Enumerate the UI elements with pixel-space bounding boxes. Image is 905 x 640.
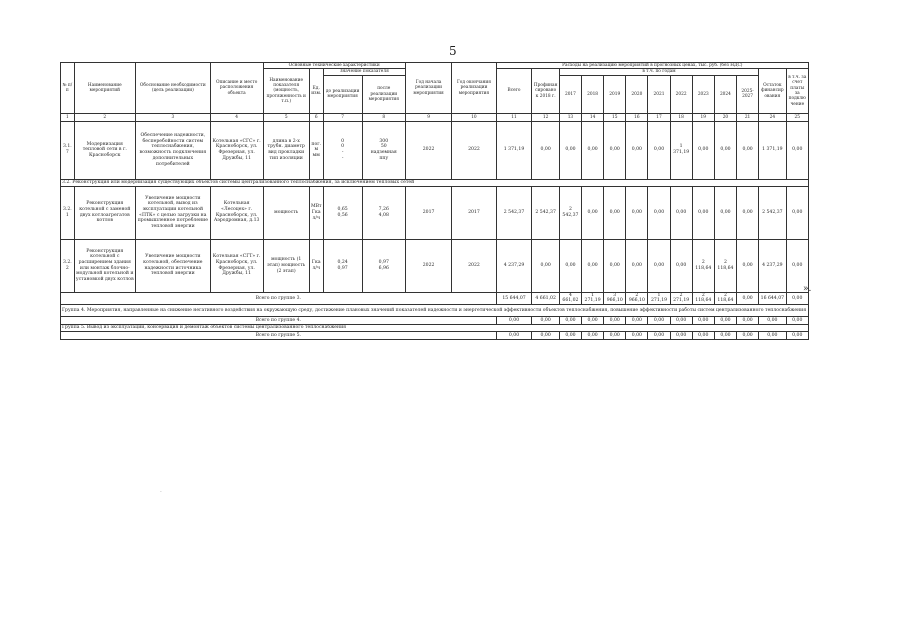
header-row-1: [61, 63, 809, 69]
row-year-start: 2022: [405, 239, 451, 292]
header-indicator: Наименование показателя (мощность, протяженность и т.п.): [263, 69, 309, 113]
row-before: 0 0 - -: [323, 121, 362, 179]
column-index-cell: 19: [692, 113, 714, 121]
row-location: Котельная «Лесоцех» г. Красноборск, ул. Аэродромная, д.13: [210, 186, 263, 239]
total-value: 15 644,07: [496, 292, 532, 304]
total-value: 0,00: [737, 317, 759, 325]
section-title: 3.2. Реконструкция или модернизация существующих объектов системы централизованного теплоснабжения, за исключением тепловых сетей: [61, 179, 809, 186]
header-year-end: Год окончания реализации мероприятия: [452, 63, 496, 114]
row-value: 1 371,19: [496, 121, 532, 179]
total-value: 0,00: [714, 317, 736, 325]
row-before: 0,24 0,97: [323, 239, 362, 292]
row-value: 0,00: [786, 186, 808, 239]
total-value: 0,00: [670, 317, 692, 325]
total-value: 0,00: [786, 332, 808, 340]
row-justification: Обеспечение надежности, бесперебойности систем теплоснабжения, возможность подключения дополнительных потребителей: [135, 121, 210, 179]
total-label: Всего по группе 4.: [61, 317, 497, 325]
row-value: 0,00: [692, 121, 714, 179]
header-justification: Обоснование необходимости (цель реализации): [135, 63, 210, 114]
column-index-cell: 18: [670, 113, 692, 121]
total-value: 0,00: [786, 317, 808, 325]
row-year-end: 2022: [452, 121, 496, 179]
column-index-row: [61, 113, 809, 121]
row-after: 7,26 4,08: [362, 186, 405, 239]
row-year-start: 2022: [405, 121, 451, 179]
row-name: Модернизация тепловой сети в г. Красноборск: [74, 121, 135, 179]
total-row-group3: [61, 292, 809, 304]
row-location: Котельная «СГТ» г. Красноборск, ул. Фрезерная, ул. Дружбы, 11: [210, 239, 263, 292]
row-value: 0,00: [582, 121, 604, 179]
total-value: 0,00: [496, 332, 532, 340]
header-year: 2024: [714, 75, 736, 113]
column-index-cell: 25: [786, 113, 808, 121]
row-value: 4 237,29: [496, 239, 532, 292]
total-value: 0,00: [737, 332, 759, 340]
header-unit: Ед. изм.: [309, 69, 323, 113]
row-before: 0,65 0,56: [323, 186, 362, 239]
header-year: 2017: [559, 75, 581, 113]
section-row: [61, 179, 809, 186]
row-after: 300 50 надземная ппу: [362, 121, 405, 179]
row-num: 3.2.1: [61, 186, 75, 239]
row-value: 0,00: [648, 121, 670, 179]
row-justification: Увеличение мощности котельной, обеспечение надежности источника тепловой энергии: [135, 239, 210, 292]
total-value: 2 118,64: [714, 292, 736, 304]
header-prior: Профинансировано к 2018 г.: [532, 69, 559, 113]
column-index-cell: 17: [648, 113, 670, 121]
row-value: 0,00: [626, 239, 648, 292]
row-value: 0,00: [626, 186, 648, 239]
total-value: 0,00: [626, 332, 648, 340]
column-index-cell: 11: [496, 113, 532, 121]
table-row: [61, 121, 809, 179]
total-value: 0,00: [692, 332, 714, 340]
row-location: Котельная «СГС» г. Красноборск, ул. Фрезерная, ул. Дружбы, 11: [210, 121, 263, 179]
column-index-cell: 20: [714, 113, 736, 121]
table-row: [61, 239, 809, 292]
total-value: 4 661,02: [532, 292, 559, 304]
total-value: 3 966,10: [604, 292, 626, 304]
total-value: 0,00: [559, 332, 581, 340]
total-value: 16 644,07: [759, 292, 786, 304]
row-after: 0,97 6,96: [362, 239, 405, 292]
row-unit: Гкал/ч: [309, 239, 323, 292]
row-value: 0,00: [532, 121, 559, 179]
header-year: 2020: [626, 75, 648, 113]
row-value: 0,00: [604, 239, 626, 292]
total-value: 0,00: [759, 317, 786, 325]
total-value: 0,00: [648, 332, 670, 340]
investment-plan-table: [60, 62, 812, 340]
column-index-cell: 2: [74, 113, 135, 121]
column-index-cell: 14: [582, 113, 604, 121]
column-index-cell: 8: [362, 113, 405, 121]
header-year: 2019: [604, 75, 626, 113]
column-index-cell: 4: [210, 113, 263, 121]
header-year: 2025-2027: [737, 75, 759, 113]
row-value: 0,00: [670, 239, 692, 292]
total-value: 0,00: [582, 317, 604, 325]
row-value: 1 371,19: [670, 121, 692, 179]
row-value: 0,00: [532, 239, 559, 292]
header-year-start: Год начала реализации мероприятия: [405, 63, 451, 114]
total-value: 0,00: [532, 332, 559, 340]
total-value: 0,00: [737, 292, 759, 304]
total-row-group4: [61, 317, 809, 325]
column-index-cell: 21: [737, 113, 759, 121]
row-justification: Увеличение мощности котельной, вывод из эксплуатации котельной «ПТК» с целью загрузки на промышленное потребление тепловой энергии: [135, 186, 210, 239]
row-num: 3.1.7: [61, 121, 75, 179]
row-value: 0,00: [670, 186, 692, 239]
header-financing: Расходы на реализацию мероприятий в прогнозных ценах, тыс. руб. (без НДС): [496, 63, 808, 69]
row-value: 0,00: [582, 186, 604, 239]
total-value: 0,00: [532, 317, 559, 325]
row-year-start: 2017: [405, 186, 451, 239]
row-value: 0,00: [737, 239, 759, 292]
page-number: 5: [449, 44, 457, 58]
total-value: 0,00: [714, 332, 736, 340]
row-value: 0,00: [692, 186, 714, 239]
row-value: 0,00: [648, 186, 670, 239]
total-value: 0,00: [786, 292, 808, 304]
total-value: 0,00: [604, 317, 626, 325]
total-value: 0,00: [559, 317, 581, 325]
total-value: 0,00: [604, 332, 626, 340]
total-value: 0,00: [670, 332, 692, 340]
total-label: Всего по группе 5.: [61, 332, 497, 340]
header-year: 2018: [582, 75, 604, 113]
row-value: 2 542,37: [496, 186, 532, 239]
column-index-cell: 9: [405, 113, 451, 121]
row-value: 0,00: [737, 121, 759, 179]
header-name: Наименование мероприятий: [74, 63, 135, 114]
header-year: 2023: [692, 75, 714, 113]
column-index-cell: 15: [604, 113, 626, 121]
header-remaining: Остаток финансирования: [759, 69, 786, 113]
header-year: 2021: [648, 75, 670, 113]
header-main-chars: Основные технические характеристики: [263, 63, 405, 69]
row-name: Реконструкция котельной с расширением здания или монтаж блочно-модульной котельной и установкой двух котлов: [74, 239, 135, 292]
row-value: 2 542,37: [759, 186, 786, 239]
header-total: Всего: [496, 69, 532, 113]
column-index-cell: 5: [263, 113, 309, 121]
header-incl: в т.ч. за счет платы за подключение: [786, 69, 808, 113]
row-value: 1 371,19: [759, 121, 786, 179]
row-value: 2 542,37: [559, 186, 581, 239]
row-num: 3.2.2: [61, 239, 75, 292]
column-index-cell: 3: [135, 113, 210, 121]
row-name: Реконструкция котельной с заменой двух котлоагрегатов котлов: [74, 186, 135, 239]
header-num: № п/п: [61, 63, 75, 114]
group5-row: [61, 325, 809, 332]
column-index-cell: 12: [532, 113, 559, 121]
total-value: 2 271,19: [670, 292, 692, 304]
row-indicator: мощность: [263, 186, 309, 239]
row-year-end: 2017: [452, 186, 496, 239]
row-value: 0,00: [582, 239, 604, 292]
row-value: 0,00: [786, 239, 808, 292]
column-index-cell: 10: [452, 113, 496, 121]
row-value: 0,00: [648, 239, 670, 292]
header-by-years: в т.ч. по годам: [559, 69, 758, 75]
total-label: Всего по группе 3.: [61, 292, 497, 304]
total-value: 0,00: [582, 332, 604, 340]
row-indicator: длина в 2-х трубн. диаметр вид прокладки тип изоляции: [263, 121, 309, 179]
row-value: 0,00: [559, 239, 581, 292]
total-value: 2 966,10: [626, 292, 648, 304]
row-value: 0,00: [714, 121, 736, 179]
column-index-cell: 24: [759, 113, 786, 121]
group5-title: Группа 5. Вывод из эксплуатации, консервация и демонтаж объектов системы централизованного теплоснабжения: [61, 325, 809, 332]
row-value: 2 118,64: [714, 239, 736, 292]
row-value: 0,00: [626, 121, 648, 179]
total-value: 1 271,19: [648, 292, 670, 304]
total-value: 0,00: [759, 332, 786, 340]
table-row: [61, 186, 809, 239]
row-value: 0,00: [559, 121, 581, 179]
row-year-end: 2022: [452, 239, 496, 292]
row-unit: пог.м мм: [309, 121, 323, 179]
total-value: 2 118,64: [692, 292, 714, 304]
closing-quote-mark: ».: [803, 284, 812, 294]
row-value: 0,00: [604, 186, 626, 239]
total-value: 0,00: [692, 317, 714, 325]
row-value: 2 542,37: [532, 186, 559, 239]
row-unit: МВт Гкал/ч: [309, 186, 323, 239]
column-index-cell: 16: [626, 113, 648, 121]
row-value: 4 237,29: [759, 239, 786, 292]
header-before: до реализации мероприятия: [323, 75, 362, 113]
total-value: 1 271,19: [582, 292, 604, 304]
total-row-group5: [61, 332, 809, 340]
header-value: Значение показателя: [323, 69, 405, 75]
header-location: Описание и место расположения объекта: [210, 63, 263, 114]
column-index-cell: 13: [559, 113, 581, 121]
group4-row: [61, 305, 809, 317]
total-value: 0,00: [496, 317, 532, 325]
column-index-cell: 1: [61, 113, 75, 121]
total-value: 0,00: [648, 317, 670, 325]
column-index-cell: 7: [323, 113, 362, 121]
group4-title: Группа 4. Мероприятия, направленные на снижение негативного воздействия на окружающую среду, достижение плановых значений показателей надежности и энергетической эффективности объектов теплоснабжения, повышение эффективности работы систем централизованного теплоснабжения: [61, 305, 809, 317]
header-year: 2022: [670, 75, 692, 113]
column-index-cell: 6: [309, 113, 323, 121]
row-value: 2 118,64: [692, 239, 714, 292]
row-indicator: мощность (1 этап) мощность (2 этап): [263, 239, 309, 292]
stray-mark: -: [160, 489, 162, 495]
row-value: 0,00: [786, 121, 808, 179]
total-value: 4 661,02: [559, 292, 581, 304]
row-value: 0,00: [737, 186, 759, 239]
row-value: 0,00: [714, 186, 736, 239]
row-value: 0,00: [604, 121, 626, 179]
header-after: после реализации мероприятия: [362, 75, 405, 113]
total-value: 0,00: [626, 317, 648, 325]
